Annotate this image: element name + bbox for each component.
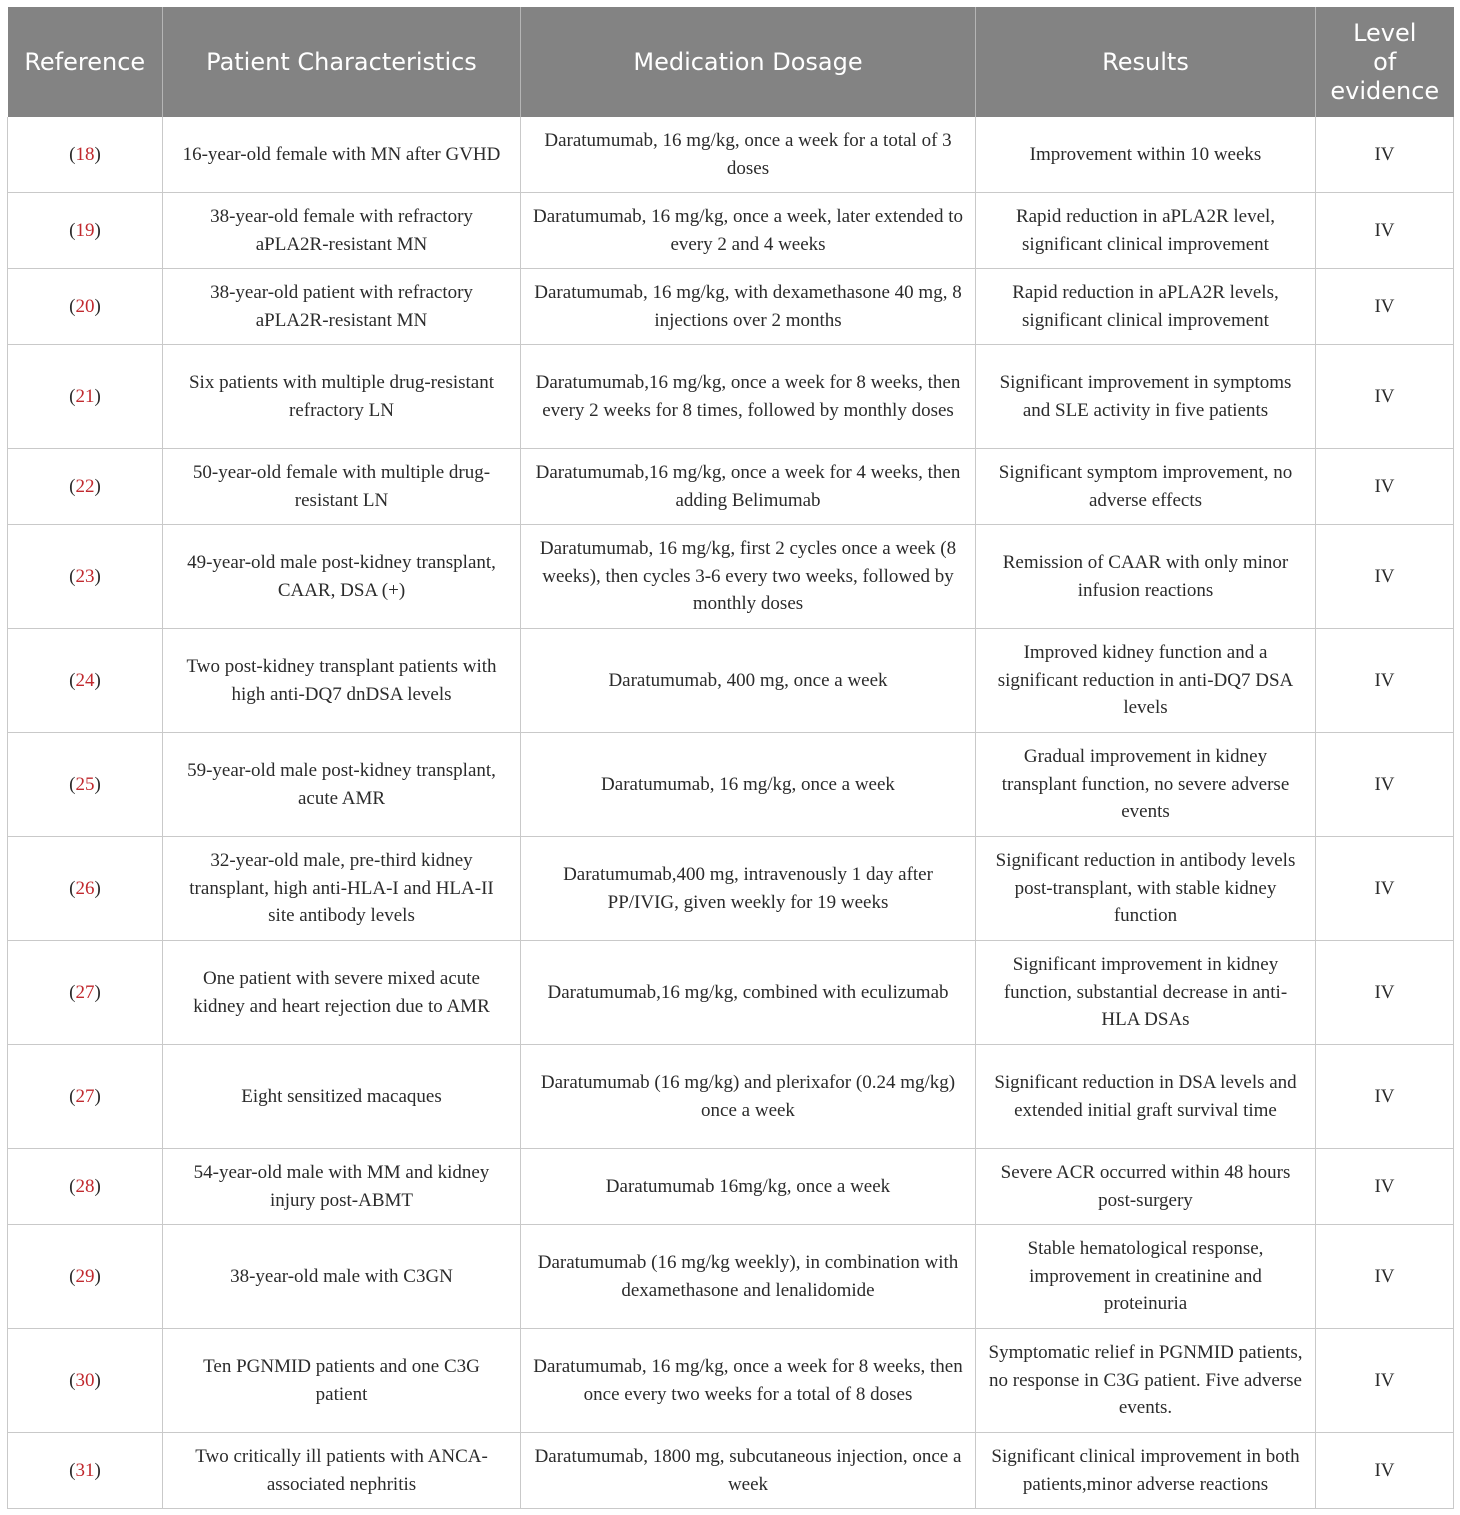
- table-header: [8, 7, 1454, 117]
- reference-link[interactable]: 24: [75, 669, 95, 691]
- table-row: [8, 1433, 1454, 1509]
- results-cell: Rapid reduction in aPLA2R level, significant clinical improvement: [976, 193, 1316, 269]
- reference-link[interactable]: 19: [75, 219, 95, 241]
- level-cell: IV: [1316, 1225, 1454, 1329]
- level-cell: IV: [1316, 345, 1454, 449]
- reference-cell: (23): [8, 525, 163, 629]
- table-row: [8, 117, 1454, 193]
- results-cell: Significant improvement in kidney function, substantial decrease in anti-HLA DSAs: [976, 941, 1316, 1045]
- reference-cell: (20): [8, 269, 163, 345]
- results-cell: Rapid reduction in aPLA2R levels, significant clinical improvement: [976, 269, 1316, 345]
- results-cell: Improved kidney function and a significant reduction in anti-DQ7 DSA levels: [976, 629, 1316, 733]
- reference-cell: (26): [8, 837, 163, 941]
- patient-cell: 49-year-old male post-kidney transplant, CAAR, DSA (+): [163, 525, 521, 629]
- reference-link[interactable]: 29: [75, 1265, 95, 1287]
- dosage-cell: Daratumumab, 16 mg/kg, once a week, later extended to every 2 and 4 weeks: [521, 193, 976, 269]
- table-row: [8, 1045, 1454, 1149]
- table-row: [8, 269, 1454, 345]
- table-row: [8, 629, 1454, 733]
- patient-cell: 38-year-old patient with refractory aPLA2R-resistant MN: [163, 269, 521, 345]
- dosage-cell: Daratumumab, 1800 mg, subcutaneous injection, once a week: [521, 1433, 976, 1509]
- results-cell: Improvement within 10 weeks: [976, 117, 1316, 193]
- table-row: [8, 345, 1454, 449]
- evidence-table: [7, 7, 1454, 1509]
- table-row: [8, 1149, 1454, 1225]
- dosage-cell: Daratumumab, 16 mg/kg, first 2 cycles once a week (8 weeks), then cycles 3-6 every two weeks, followed by monthly doses: [521, 525, 976, 629]
- dosage-cell: Daratumumab, 16 mg/kg, once a week: [521, 733, 976, 837]
- table-row: [8, 733, 1454, 837]
- dosage-cell: Daratumumab, 16 mg/kg, once a week for a total of 3 doses: [521, 117, 976, 193]
- dosage-cell: Daratumumab 16mg/kg, once a week: [521, 1149, 976, 1225]
- dosage-cell: Daratumumab (16 mg/kg) and plerixafor (0.24 mg/kg) once a week: [521, 1045, 976, 1149]
- dosage-cell: Daratumumab,16 mg/kg, combined with eculizumab: [521, 941, 976, 1045]
- level-cell: IV: [1316, 117, 1454, 193]
- reference-cell: (18): [8, 117, 163, 193]
- level-cell: IV: [1316, 733, 1454, 837]
- header-level-line2: of: [1373, 47, 1397, 76]
- results-cell: Remission of CAAR with only minor infusion reactions: [976, 525, 1316, 629]
- dosage-cell: Daratumumab,16 mg/kg, once a week for 8 weeks, then every 2 weeks for 8 times, followed by monthly doses: [521, 345, 976, 449]
- level-cell: IV: [1316, 941, 1454, 1045]
- table-body: [8, 117, 1454, 1509]
- header-results: Results: [976, 7, 1316, 117]
- reference-link[interactable]: 20: [75, 295, 95, 317]
- reference-cell: (30): [8, 1329, 163, 1433]
- reference-link[interactable]: 22: [75, 475, 95, 497]
- dosage-cell: Daratumumab (16 mg/kg weekly), in combination with dexamethasone and lenalidomide: [521, 1225, 976, 1329]
- dosage-cell: Daratumumab, 16 mg/kg, with dexamethasone 40 mg, 8 injections over 2 months: [521, 269, 976, 345]
- dosage-cell: Daratumumab, 400 mg, once a week: [521, 629, 976, 733]
- header-row: [8, 7, 1454, 117]
- table-row: [8, 941, 1454, 1045]
- patient-cell: Six patients with multiple drug-resistant refractory LN: [163, 345, 521, 449]
- level-cell: IV: [1316, 1045, 1454, 1149]
- header-level-line1: Level: [1353, 18, 1417, 47]
- patient-cell: 32-year-old male, pre-third kidney transplant, high anti-HLA-I and HLA-II site antibody levels: [163, 837, 521, 941]
- level-cell: IV: [1316, 1329, 1454, 1433]
- header-level-line3: evidence: [1330, 76, 1440, 105]
- results-cell: Significant symptom improvement, no adverse effects: [976, 449, 1316, 525]
- reference-cell: (22): [8, 449, 163, 525]
- table-row: [8, 525, 1454, 629]
- patient-cell: Eight sensitized macaques: [163, 1045, 521, 1149]
- reference-link[interactable]: 21: [75, 385, 95, 407]
- dosage-cell: Daratumumab, 16 mg/kg, once a week for 8 weeks, then once every two weeks for a total of 8 doses: [521, 1329, 976, 1433]
- level-cell: IV: [1316, 837, 1454, 941]
- reference-cell: (19): [8, 193, 163, 269]
- patient-cell: 54-year-old male with MM and kidney injury post-ABMT: [163, 1149, 521, 1225]
- patient-cell: 38-year-old male with C3GN: [163, 1225, 521, 1329]
- reference-link[interactable]: 26: [75, 877, 95, 899]
- reference-cell: (28): [8, 1149, 163, 1225]
- reference-cell: (27): [8, 941, 163, 1045]
- reference-link[interactable]: 25: [75, 773, 95, 795]
- patient-cell: Ten PGNMID patients and one C3G patient: [163, 1329, 521, 1433]
- reference-cell: (31): [8, 1433, 163, 1509]
- results-cell: Significant reduction in antibody levels post-transplant, with stable kidney function: [976, 837, 1316, 941]
- dosage-cell: Daratumumab,400 mg, intravenously 1 day after PP/IVIG, given weekly for 19 weeks: [521, 837, 976, 941]
- patient-cell: Two critically ill patients with ANCA-associated nephritis: [163, 1433, 521, 1509]
- results-cell: Stable hematological response, improvement in creatinine and proteinuria: [976, 1225, 1316, 1329]
- results-cell: Gradual improvement in kidney transplant function, no severe adverse events: [976, 733, 1316, 837]
- results-cell: Significant improvement in symptoms and SLE activity in five patients: [976, 345, 1316, 449]
- results-cell: Severe ACR occurred within 48 hours post-surgery: [976, 1149, 1316, 1225]
- table-row: [8, 449, 1454, 525]
- table-row: [8, 1225, 1454, 1329]
- level-cell: IV: [1316, 629, 1454, 733]
- level-cell: IV: [1316, 193, 1454, 269]
- level-cell: IV: [1316, 1149, 1454, 1225]
- reference-link[interactable]: 23: [75, 565, 95, 587]
- patient-cell: One patient with severe mixed acute kidney and heart rejection due to AMR: [163, 941, 521, 1045]
- patient-cell: Two post-kidney transplant patients with high anti-DQ7 dnDSA levels: [163, 629, 521, 733]
- results-cell: Significant clinical improvement in both patients,minor adverse reactions: [976, 1433, 1316, 1509]
- evidence-table-container: [7, 7, 1453, 1509]
- reference-link[interactable]: 31: [75, 1459, 95, 1481]
- patient-cell: 50-year-old female with multiple drug-resistant LN: [163, 449, 521, 525]
- header-patient-characteristics: Patient Characteristics: [163, 7, 521, 117]
- level-cell: IV: [1316, 1433, 1454, 1509]
- results-cell: Significant reduction in DSA levels and extended initial graft survival time: [976, 1045, 1316, 1149]
- reference-link[interactable]: 18: [75, 143, 95, 165]
- reference-cell: (21): [8, 345, 163, 449]
- reference-link[interactable]: 27: [75, 1085, 95, 1107]
- reference-link[interactable]: 30: [75, 1369, 95, 1391]
- patient-cell: 59-year-old male post-kidney transplant, acute AMR: [163, 733, 521, 837]
- reference-cell: (24): [8, 629, 163, 733]
- reference-link[interactable]: 28: [75, 1175, 95, 1197]
- level-cell: IV: [1316, 449, 1454, 525]
- table-row: [8, 193, 1454, 269]
- reference-link[interactable]: 27: [75, 981, 95, 1003]
- level-cell: IV: [1316, 525, 1454, 629]
- dosage-cell: Daratumumab,16 mg/kg, once a week for 4 weeks, then adding Belimumab: [521, 449, 976, 525]
- reference-cell: (29): [8, 1225, 163, 1329]
- results-cell: Symptomatic relief in PGNMID patients, no response in C3G patient. Five adverse events.: [976, 1329, 1316, 1433]
- patient-cell: 38-year-old female with refractory aPLA2R-resistant MN: [163, 193, 521, 269]
- patient-cell: 16-year-old female with MN after GVHD: [163, 117, 521, 193]
- header-medication-dosage: Medication Dosage: [521, 7, 976, 117]
- level-cell: IV: [1316, 269, 1454, 345]
- header-level-of-evidence: [1316, 7, 1454, 117]
- reference-cell: (25): [8, 733, 163, 837]
- reference-cell: (27): [8, 1045, 163, 1149]
- table-row: [8, 837, 1454, 941]
- table-row: [8, 1329, 1454, 1433]
- header-reference: Reference: [8, 7, 163, 117]
